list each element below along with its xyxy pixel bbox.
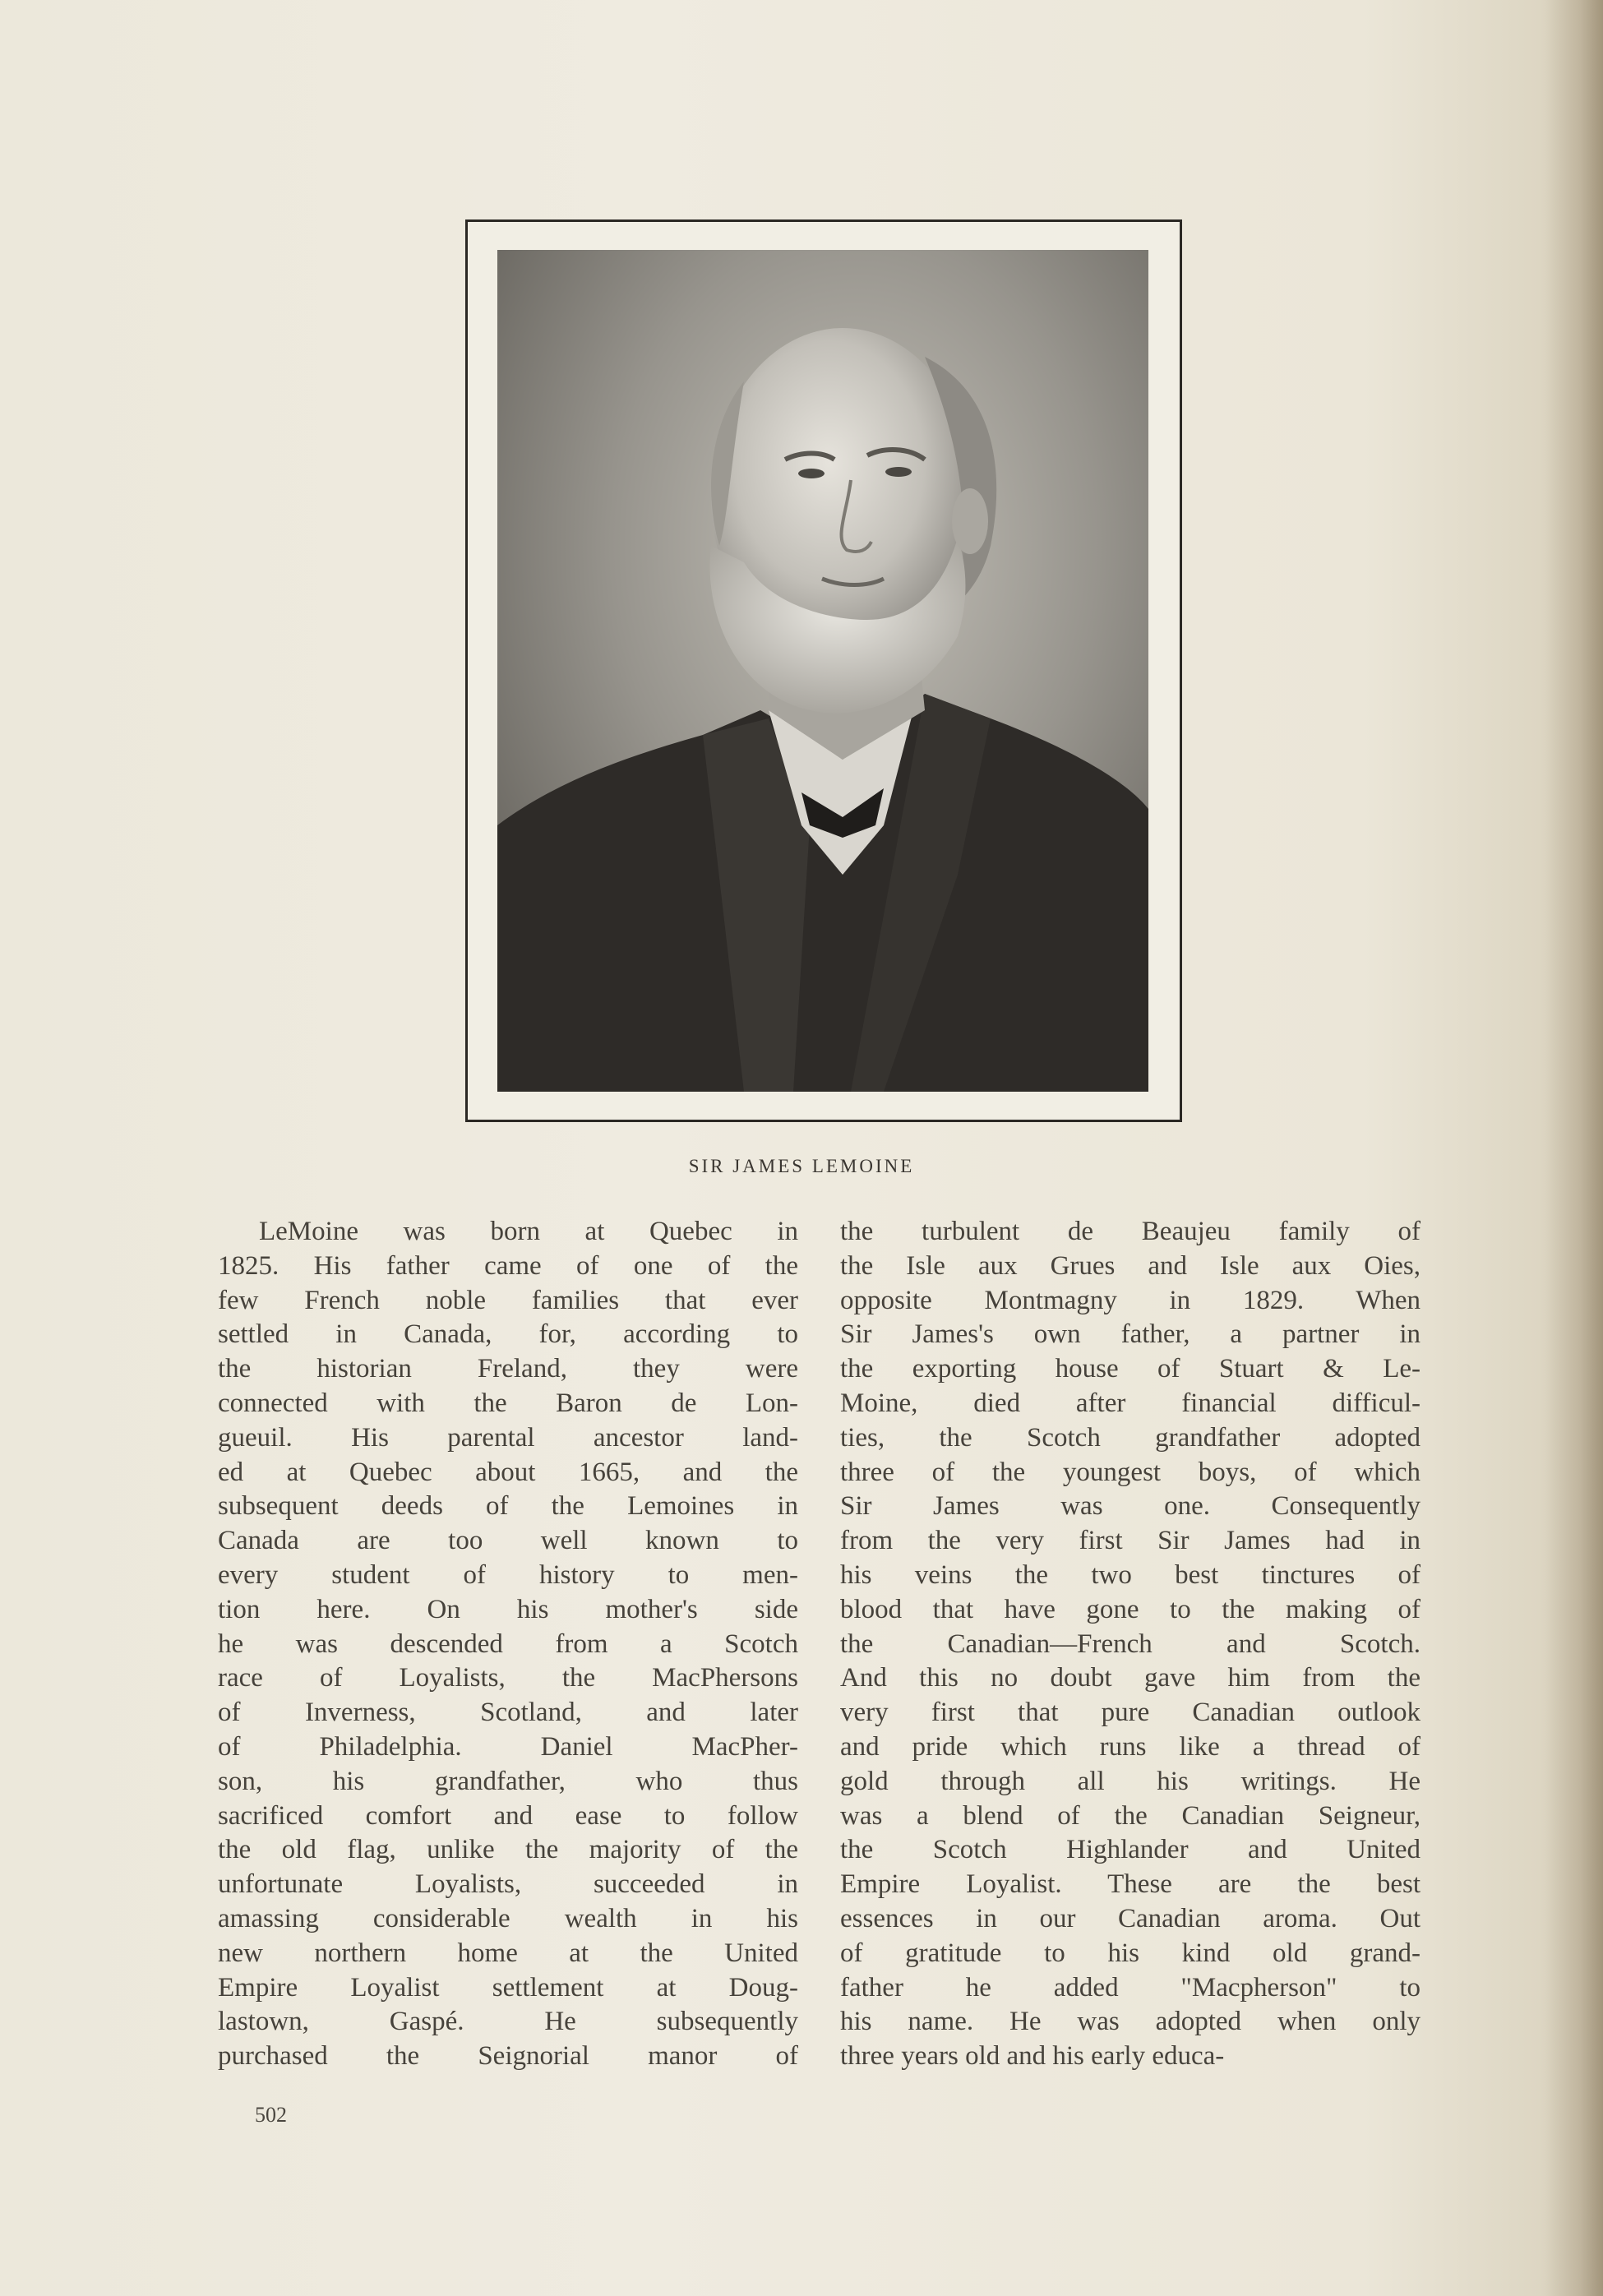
text-line: 1825. His father came of one of the [218, 1250, 798, 1281]
portrait-plate [465, 219, 1182, 1122]
text-line: very first that pure Canadian outlook [840, 1698, 1421, 1728]
text-line: he was descended from a Scotch [218, 1628, 798, 1659]
text-line: Empire Loyalist. These are the best [840, 1869, 1421, 1900]
text-line: Empire Loyalist settlement at Doug- [218, 1972, 798, 2003]
text-line: his veins the two best tinctures of [840, 1559, 1421, 1590]
text-line: son, his grandfather, who thus [218, 1766, 798, 1796]
text-line: blood that have gone to the making of [840, 1594, 1421, 1624]
text-line: the old flag, unlike the majority of the [218, 1835, 798, 1865]
text-line: unfortunate Loyalists, succeeded in [218, 1869, 798, 1900]
text-line: sacrificed comfort and ease to follow [218, 1800, 798, 1831]
text-line: purchased the Seignorial manor of [218, 2041, 798, 2072]
text-line: tion here. On his mother's side [218, 1594, 798, 1624]
text-line: amassing considerable wealth in his [218, 1903, 798, 1933]
text-line: new northern home at the United [218, 1938, 798, 1968]
text-line: settled in Canada, for, according to [218, 1319, 798, 1350]
text-line: race of Loyalists, the MacPhersons [218, 1663, 798, 1693]
text-line: opposite Montmagny in 1829. When [840, 1285, 1421, 1315]
text-line: the Canadian—French and Scotch. [840, 1628, 1421, 1659]
text-line: three of the youngest boys, of which [840, 1457, 1421, 1487]
text-line: of Philadelphia. Daniel MacPher- [218, 1731, 798, 1762]
text-line: and pride which runs like a thread of [840, 1731, 1421, 1762]
text-line: And this no doubt gave him from the [840, 1663, 1421, 1693]
text-line: three years old and his early educa- [840, 2041, 1225, 2072]
text-line: of gratitude to his kind old grand- [840, 1938, 1421, 1968]
text-line: gueuil. His parental ancestor land- [218, 1422, 798, 1453]
figure-caption: SIR JAMES LEMOINE [688, 1156, 915, 1176]
text-line: gold through all his writings. He [840, 1766, 1421, 1796]
portrait-photograph [497, 250, 1148, 1092]
text-line: LeMoine was born at Quebec in [259, 1217, 798, 1246]
text-line: father he added "Macpherson" to [840, 1972, 1421, 2003]
text-line: Canada are too well known to [218, 1526, 798, 1556]
text-line: ed at Quebec about 1665, and the [218, 1457, 798, 1487]
text-line: his name. He was adopted when only [840, 2007, 1421, 2037]
text-line: lastown, Gaspé. He subsequently [218, 2007, 798, 2037]
left-text-column [218, 1215, 798, 2074]
text-line: ties, the Scotch grandfather adopted [840, 1422, 1421, 1453]
text-line: the turbulent de Beaujeu family of [840, 1217, 1421, 1246]
text-line: Moine, died after financial difficul- [840, 1388, 1421, 1418]
text-line: the Scotch Highlander and United [840, 1835, 1421, 1865]
text-line: Sir James's own father, a partner in [840, 1319, 1421, 1350]
page-edge-shadow [1545, 0, 1603, 2296]
right-text-column [840, 1215, 1421, 2074]
text-line: of Inverness, Scotland, and later [218, 1698, 798, 1728]
page-number: 502 [255, 2103, 287, 2127]
text-line: the Isle aux Grues and Isle aux Oies, [840, 1250, 1421, 1281]
text-line: every student of history to men- [218, 1559, 798, 1590]
portrait-illustration [497, 250, 1148, 1092]
text-line: few French noble families that ever [218, 1285, 798, 1315]
text-line: was a blend of the Canadian Seigneur, [840, 1800, 1421, 1831]
text-line: essences in our Canadian aroma. Out [840, 1903, 1421, 1933]
text-line: Sir James was one. Consequently [840, 1491, 1421, 1522]
text-line: the historian Freland, they were [218, 1354, 798, 1384]
text-line: the exporting house of Stuart & Le- [840, 1354, 1421, 1384]
text-line: subsequent deeds of the Lemoines in [218, 1491, 798, 1522]
text-line: connected with the Baron de Lon- [218, 1388, 798, 1418]
text-line: from the very first Sir James had in [840, 1526, 1421, 1556]
